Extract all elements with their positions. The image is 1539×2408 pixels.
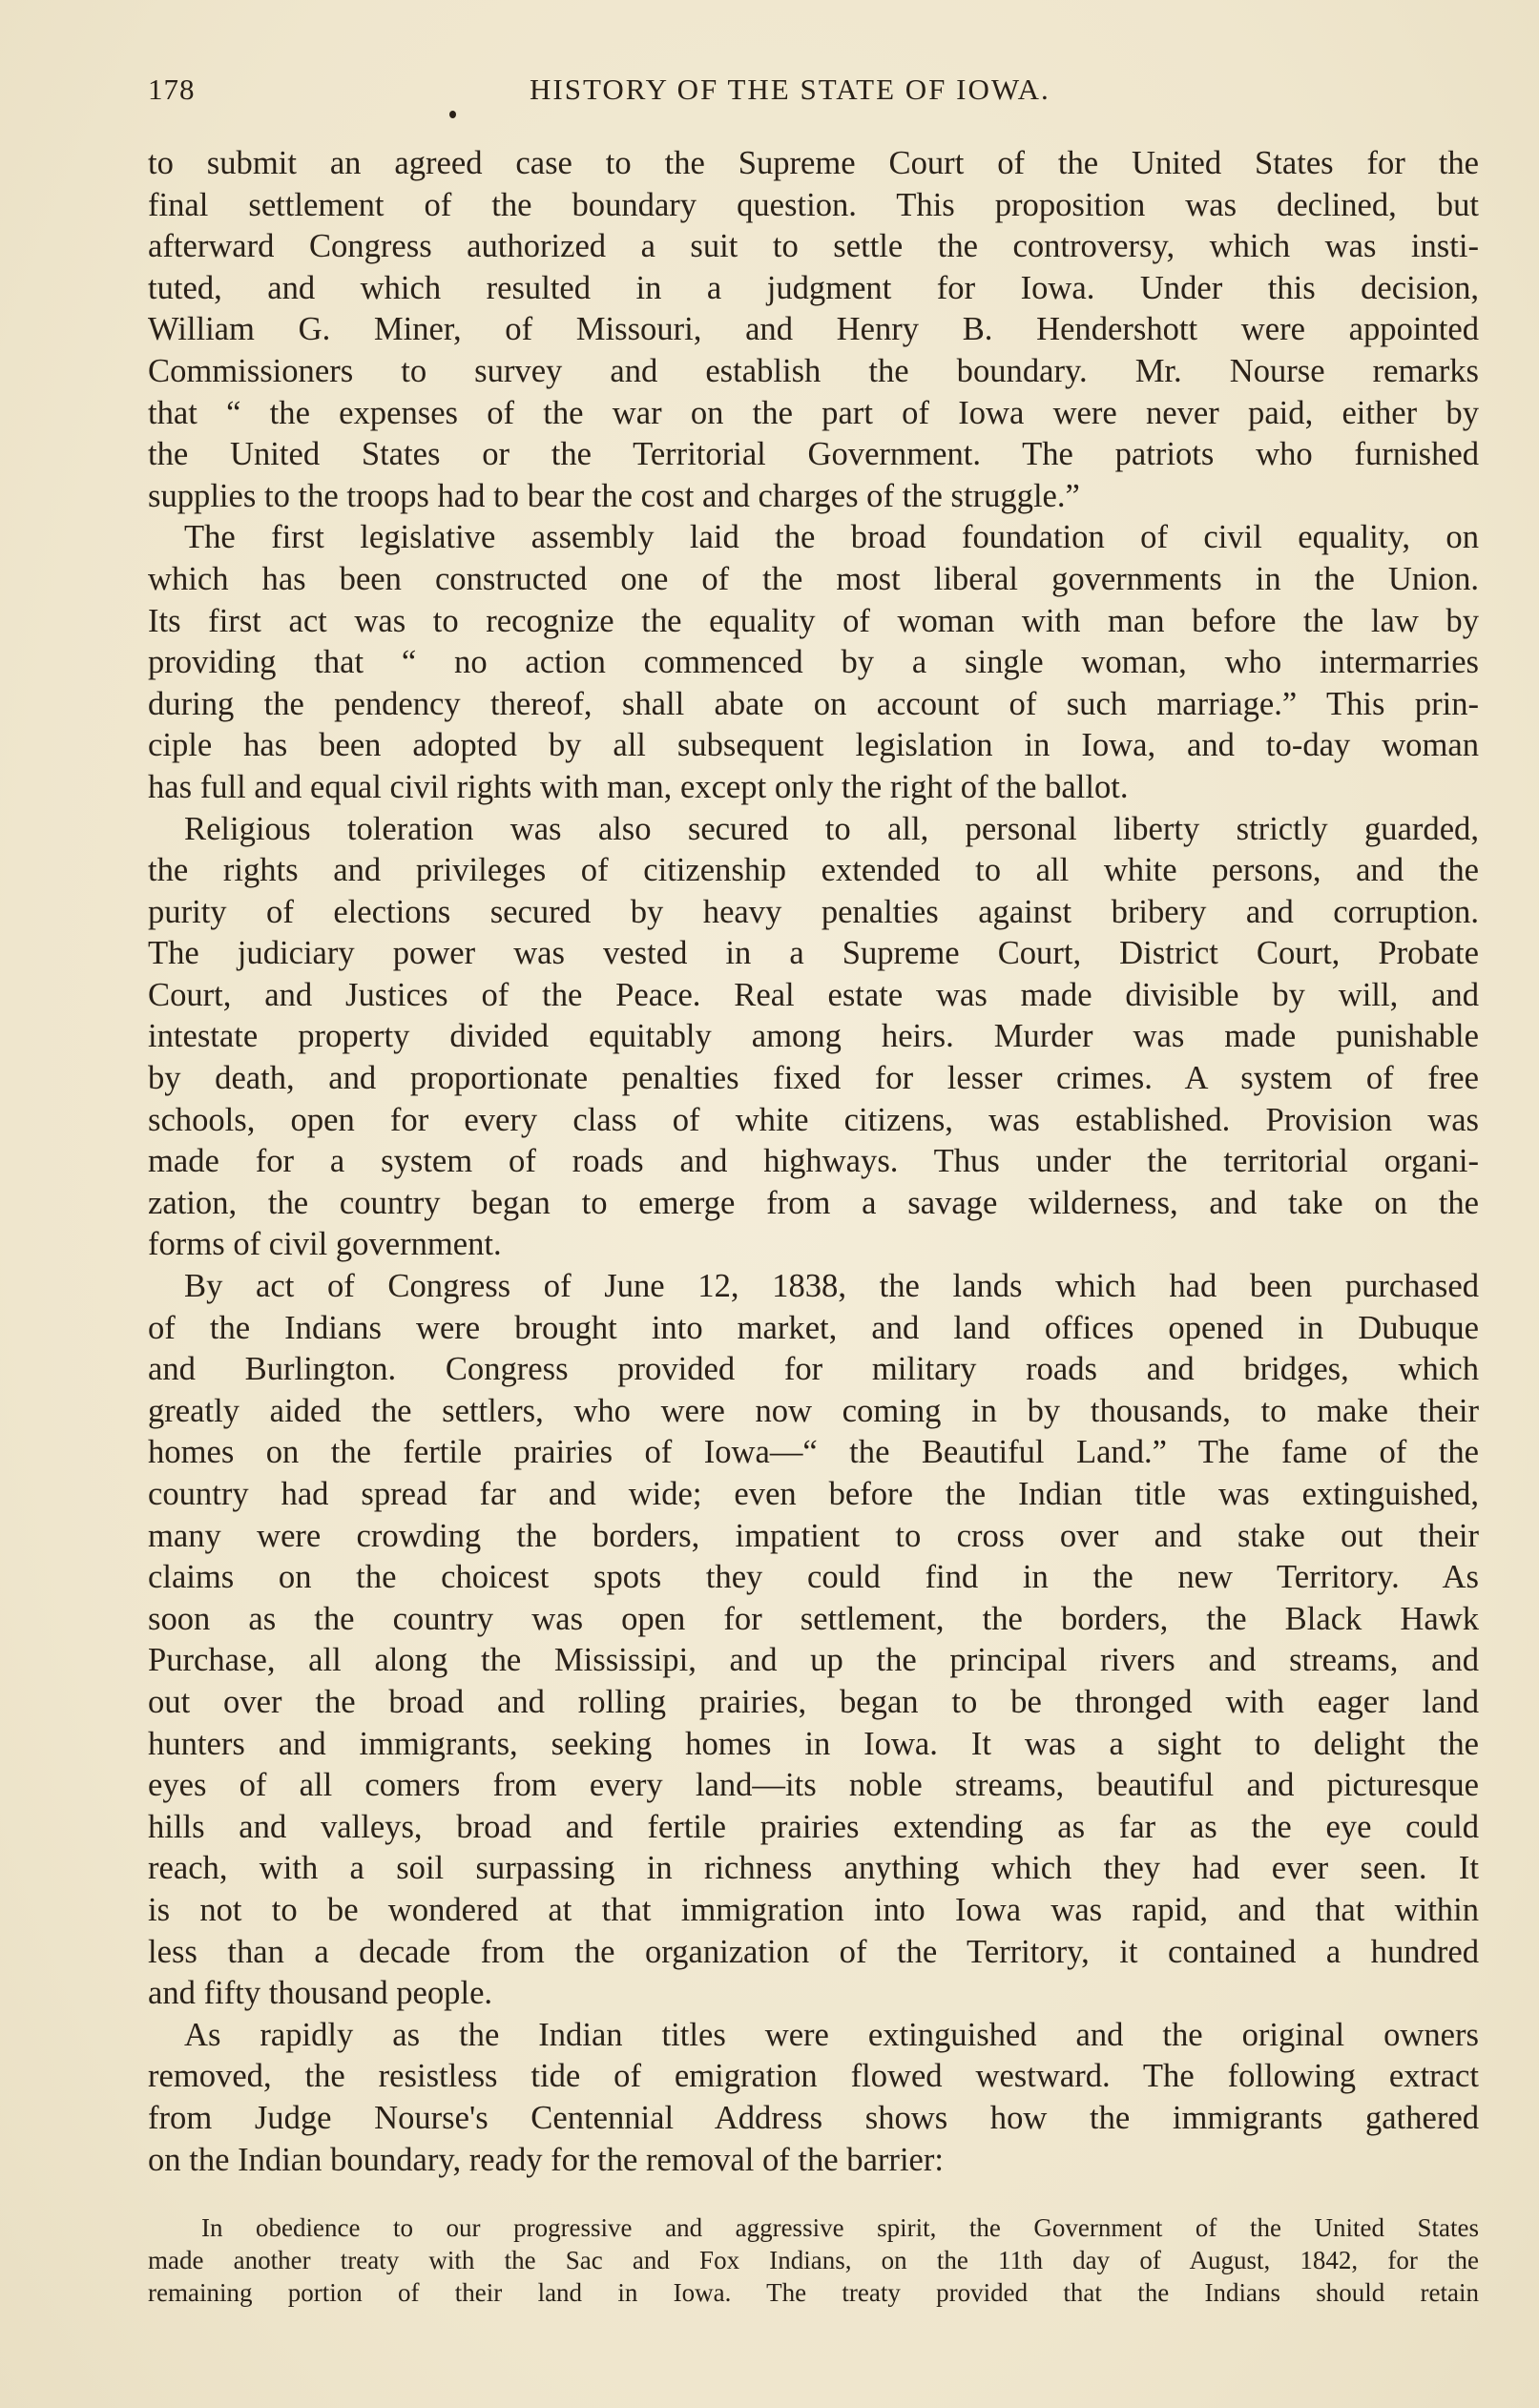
body-line: Court, and Justices of the Peace. Real estate was made divisible by will, and (148, 976, 1479, 1013)
body-line: country had spread far and wide; even before the Indian title was extinguished, (148, 1476, 1479, 1512)
body-text (148, 143, 1479, 2181)
body-line: schools, open for every class of white citizens, was established. Provision was (148, 1101, 1479, 1138)
body-line: intestate property divided equitably among heirs. Murder was made punishable (148, 1018, 1479, 1055)
body-line: claims on the choicest spots they could find in the new Territory. As (148, 1559, 1479, 1596)
body-line: is not to be wondered at that immigration into Iowa was rapid, and that within (148, 1891, 1479, 1928)
body-line: reach, with a soil surpassing in richness anything which they had ever seen. It (148, 1850, 1479, 1887)
body-line: Its first act was to recognize the equality of woman with man before the law by (148, 602, 1479, 639)
body-line: from Judge Nourse's Centennial Address shows how the immigrants gathered (148, 2099, 1479, 2136)
quoted-extract (148, 2211, 1479, 2309)
paragraph-start-line: As rapidly as the Indian titles were extinguished and the original owners (184, 2016, 1479, 2053)
paragraph-end-line: has full and equal civil rights with man, except only the right of the ballot. (148, 768, 1129, 805)
body-line: Purchase, all along the Mississipi, and up the principal rivers and streams, and (148, 1642, 1479, 1679)
body-line: zation, the country began to emerge from a savage wilderness, and take on the (148, 1184, 1479, 1221)
body-line: less than a decade from the organization of the Territory, it contained a hundred (148, 1933, 1479, 1970)
body-line: greatly aided the settlers, who were now coming in by thousands, to make their (148, 1392, 1479, 1429)
paragraph-start-line: Religious toleration was also secured to all, personal liberty strictly guarded, (184, 810, 1479, 847)
running-head (148, 73, 1479, 114)
extract-line: made another treaty with the Sac and Fox Indians, on the 11th day of August, 1842, for the (148, 2246, 1479, 2274)
paragraph-end-line: supplies to the troops had to bear the cost and charges of the struggle.” (148, 477, 1080, 514)
page-number: 178 (148, 73, 196, 106)
body-line: homes on the fertile prairies of Iowa—“ the Beautiful Land.” The fame of the (148, 1434, 1479, 1471)
extract-line: remaining portion of their land in Iowa. The treaty provided that the Indians should retain (148, 2278, 1479, 2307)
body-line: hunters and immigrants, seeking homes in Iowa. It was a sight to delight the (148, 1725, 1479, 1762)
paragraph-end-line: on the Indian boundary, ready for the removal of the barrier: (148, 2141, 945, 2178)
body-line: afterward Congress authorized a suit to settle the controversy, which was insti- (148, 228, 1479, 265)
body-line: eyes of all comers from every land—its noble streams, beautiful and picturesque (148, 1767, 1479, 1804)
body-line: many were crowding the borders, impatient to cross over and stake out their (148, 1517, 1479, 1554)
body-line: the rights and privileges of citizenship extended to all white persons, and the (148, 852, 1479, 889)
paragraph-end-line: and fifty thousand people. (148, 1975, 493, 2012)
body-line: hills and valleys, broad and fertile prairies extending as far as the eye could (148, 1808, 1479, 1845)
body-line: purity of elections secured by heavy penalties against bribery and corruption. (148, 893, 1479, 930)
body-line: tuted, and which resulted in a judgment for Iowa. Under this decision, (148, 269, 1479, 306)
body-line: providing that “ no action commenced by a single woman, who intermarries (148, 644, 1479, 681)
body-line: ciple has been adopted by all subsequent legislation in Iowa, and to-day woman (148, 727, 1479, 764)
body-line: removed, the resistless tide of emigration flowed westward. The following extract (148, 2058, 1479, 2095)
body-line: Commissioners to survey and establish the boundary. Mr. Nourse remarks (148, 352, 1479, 389)
body-line: the United States or the Territorial Government. The patriots who furnished (148, 436, 1479, 473)
body-line: that “ the expenses of the war on the part of Iowa were never paid, either by (148, 394, 1479, 431)
body-line: which has been constructed one of the most liberal governments in the Union. (148, 560, 1479, 597)
paragraph-end-line: forms of civil government. (148, 1226, 502, 1263)
body-line: soon as the country was open for settlement, the borders, the Black Hawk (148, 1600, 1479, 1637)
body-line: made for a system of roads and highways. Thus under the territorial organi- (148, 1143, 1479, 1180)
body-line: William G. Miner, of Missouri, and Henry B. Hendershott were appointed (148, 311, 1479, 348)
body-line: final settlement of the boundary question. This proposition was declined, but (148, 186, 1479, 223)
running-title: HISTORY OF THE STATE OF IOWA. (530, 73, 1050, 106)
paragraph-start-line: By act of Congress of June 12, 1838, the lands which had been purchased (184, 1268, 1479, 1305)
body-line: and Burlington. Congress provided for military roads and bridges, which (148, 1351, 1479, 1388)
body-line: by death, and proportionate penalties fixed for lesser crimes. A system of free (148, 1060, 1479, 1097)
body-line: during the pendency thereof, shall abate on account of such marriage.” This prin- (148, 685, 1479, 722)
body-line: The judiciary power was vested in a Supreme Court, District Court, Probate (148, 935, 1479, 972)
ink-speck (449, 111, 456, 118)
body-line: to submit an agreed case to the Supreme Court of the United States for the (148, 145, 1479, 181)
paragraph-start-line: The first legislative assembly laid the broad foundation of civil equality, on (184, 519, 1479, 556)
body-line: of the Indians were brought into market, and land offices opened in Dubuque (148, 1309, 1479, 1346)
body-line: out over the broad and rolling prairies, began to be thronged with eager land (148, 1683, 1479, 1720)
extract-line: In obedience to our progressive and aggressive spirit, the Government of the United States (201, 2213, 1479, 2242)
